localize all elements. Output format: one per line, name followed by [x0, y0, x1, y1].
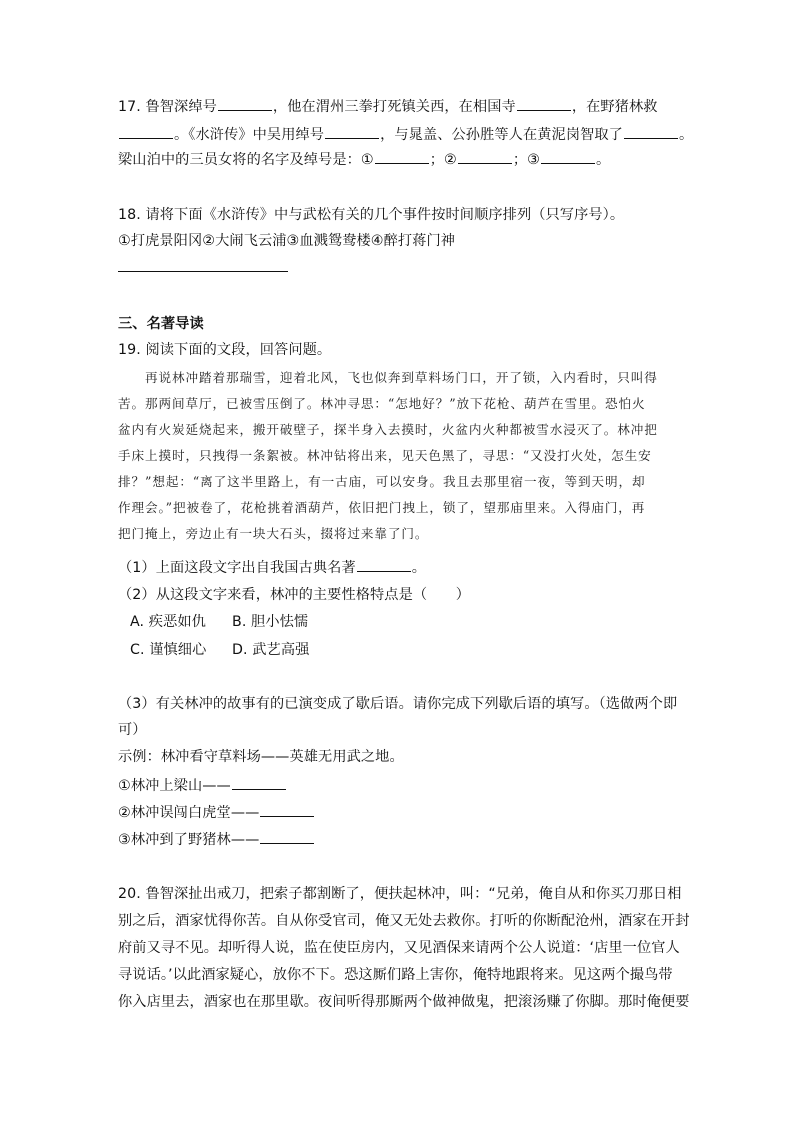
- answer-blank[interactable]: [232, 775, 286, 790]
- q17-text: 。: [595, 152, 611, 168]
- passage-line: 作理会。”把被卷了，花枪挑着酒葫芦，依旧把门拽上，锁了，望那庙里来。入得庙门，再: [118, 500, 646, 515]
- q17-text: ；③: [512, 152, 540, 168]
- example-line: 示例：林冲看守草料场——英雄无用武之地。: [118, 749, 404, 765]
- answer-blank[interactable]: [218, 96, 272, 111]
- option-b[interactable]: B. 胆小怯懦: [232, 614, 309, 630]
- answer-blank[interactable]: [325, 124, 379, 139]
- option-c[interactable]: C. 谨慎细心: [130, 642, 207, 658]
- option-d[interactable]: D. 武艺高强: [232, 642, 310, 658]
- passage-line: 再说林冲踏着那瑞雪，迎着北风，飞也似奔到草料场门口，开了锁，入内看时，只叫得: [118, 370, 658, 385]
- xiehouyu-item-1: [118, 775, 287, 796]
- passage-line: 手床上摸时，只拽得一条絮被。林冲钻将出来，见天色黑了，寻思：“又没打火处，怎生安: [118, 448, 652, 463]
- q19-text: （1）上面这段文字出自我国古典名著: [118, 560, 356, 576]
- q20-line: 别之后，酒家忧得你苦。自从你受官司，俺又无处去救你。打听的你断配沧州，酒家在开封: [118, 913, 690, 929]
- passage-line: 把门掩上，旁边止有一块大石头，掇将过来靠了门。: [118, 526, 429, 541]
- q18-events: ①打虎景阳冈②大闹飞云浦③血溅鸳鸯楼④醉打蒋门神: [118, 233, 456, 249]
- xiehouyu-item-3: [118, 829, 315, 850]
- answer-blank[interactable]: [260, 802, 314, 817]
- passage-line: 排？”想起：“离了这半里路上，有一古庙，可以安身。我且去那里宿一夜，等到天明，却: [118, 474, 646, 489]
- q19-sub1: [118, 557, 426, 578]
- option-a[interactable]: A. 疾恶如仇: [130, 614, 206, 630]
- q18-answer-line[interactable]: [118, 271, 288, 272]
- q17-text: 17. 鲁智深绰号: [118, 99, 217, 115]
- xiehouyu-text: ②林冲误闯白虎堂——: [118, 805, 260, 821]
- q17-text: ；②: [429, 152, 457, 168]
- q17-text: 。《水浒传》中吴用绰号: [174, 127, 325, 143]
- answer-blank[interactable]: [517, 96, 571, 111]
- xiehouyu-text: ③林冲到了野猪林——: [118, 832, 260, 848]
- answer-blank[interactable]: [541, 149, 595, 164]
- q17-text: ，他在渭州三拳打死镇关西，在相国寺: [272, 99, 516, 115]
- q19-sub2: （2）从这段文字来看，林冲的主要性格特点是（ ）: [118, 587, 471, 603]
- q19-sub3-line-2: 可）: [118, 722, 147, 738]
- answer-blank[interactable]: [260, 829, 314, 844]
- xiehouyu-text: ①林冲上梁山——: [118, 778, 231, 794]
- q20-line: 寻说话。’以此酒家疑心，放你不下。恐这厮们路上害你，俺特地跟将来。见这两个撮鸟带: [118, 967, 673, 983]
- q19-sub3-line-1: （3）有关林冲的故事有的已演变成了歇后语。请你完成下列歇后语的填写。（选做两个即: [118, 696, 678, 712]
- q19-text: 。: [411, 560, 427, 576]
- q18-stem: 18. 请将下面《水浒传》中与武松有关的几个事件按时间顺序排列（只写序号）。: [118, 207, 625, 223]
- answer-blank[interactable]: [458, 149, 512, 164]
- q17-line-3: [118, 149, 610, 170]
- q20-line: 府前又寻不见。却听得人说，监在使臣房内，又见酒保来请两个公人说道：‘店里一位官人: [118, 940, 680, 956]
- answer-blank[interactable]: [624, 124, 678, 139]
- q17-line-1: [118, 96, 658, 117]
- passage-line: 盆内有火炭延烧起来，搬开破壁子，探半身入去摸时，火盆内火种都被雪水浸灭了。林冲把: [118, 422, 658, 437]
- answer-blank[interactable]: [119, 124, 173, 139]
- q17-line-2: [118, 124, 693, 145]
- section-title: 三、名著导读: [118, 316, 204, 332]
- q20-line: 你入店里去，酒家也在那里歇。夜间听得那厮两个做神做鬼，把滚汤赚了你脚。那时俺便要: [118, 994, 690, 1010]
- q17-text: ，在野猪林救: [571, 99, 658, 115]
- q17-text: 。: [678, 127, 694, 143]
- xiehouyu-item-2: [118, 802, 315, 823]
- q19-stem: 19. 阅读下面的文段，回答问题。: [118, 342, 332, 358]
- answer-blank[interactable]: [357, 557, 411, 572]
- q17-text: ，与晁盖、公孙胜等人在黄泥岗智取了: [380, 127, 623, 143]
- passage-line: 苦。那两间草厅，已被雪压倒了。林冲寻思：“怎地好？”放下花枪、葫芦在雪里。恐怕火: [118, 396, 646, 411]
- answer-blank[interactable]: [375, 149, 429, 164]
- q20-line: 20. 鲁智深扯出戒刀，把索子都割断了，便扶起林冲，叫：“兄弟，俺自从和你买刀那日相: [118, 886, 682, 902]
- q17-text: 梁山泊中的三员女将的名字及绰号是：①: [118, 152, 374, 168]
